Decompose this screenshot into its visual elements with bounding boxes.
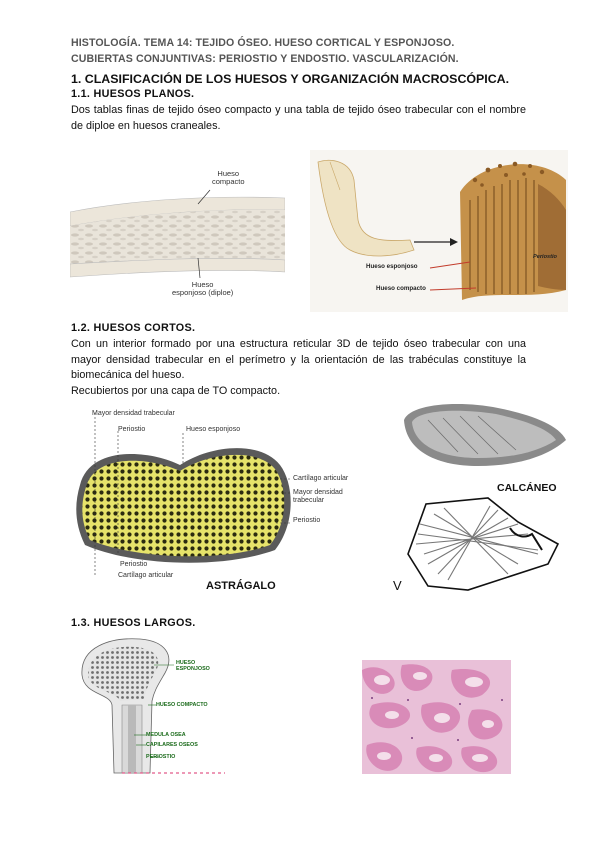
label-mandible-periostio: Periostio xyxy=(533,254,557,260)
label-cartilago-bottom: Cartílago articular xyxy=(118,572,174,579)
mandible-illustration xyxy=(310,150,568,312)
cortos-text-2: Recubiertos por una capa de TO compacto. xyxy=(71,385,281,397)
label-largo-periostio: PERIOSTIO xyxy=(146,754,176,760)
planos-text: Dos tablas finas de tejido óseo compacto y una tabla de tejido óseo trabecular con el nombre de diploe en huesos craneales. xyxy=(71,104,526,132)
label-periostio-right: Periostio xyxy=(293,517,321,524)
header-line-2: CUBIERTAS CONJUNTIVAS: PERIOSTIO Y ENDOSTIO. VASCULARIZACIÓN. xyxy=(71,52,459,65)
label-largo-hueso-compacto: HUESO COMPACTO xyxy=(156,702,208,708)
label-mayor-densidad-right: Mayor densidad trabecular xyxy=(293,489,343,504)
label-calcaneo: CALCÁNEO xyxy=(497,482,557,494)
label-cartilago-right: Cartílago articular xyxy=(293,475,349,482)
label-periostio-top: Periostio xyxy=(118,426,146,433)
section-1-title: 1. CLASIFICACIÓN DE LOS HUESOS Y ORGANIZACIÓN MACROSCÓPICA. xyxy=(71,72,510,86)
cortos-title: 1.2. HUESOS CORTOS. xyxy=(71,322,196,334)
calcaneus-trabecular-diagram xyxy=(398,494,568,594)
label-mandible-hueso-esponjoso: Hueso esponjoso xyxy=(366,263,418,270)
label-mayor-densidad-top: Mayor densidad trabecular xyxy=(92,410,175,417)
header-line-1: HISTOLOGÍA. TEMA 14: TEJIDO ÓSEO. HUESO CORTICAL Y ESPONJOSO. xyxy=(71,37,455,49)
label-largo-medula: MEDULA OSEA xyxy=(146,732,186,738)
label-hueso-esponjoso-top: Hueso esponjoso xyxy=(186,426,241,433)
label-largo-hueso-esponjoso: HUESO ESPONJOSO xyxy=(176,660,210,672)
label-mandible-hueso-compacto: Hueso compacto xyxy=(376,285,426,292)
label-v: V xyxy=(393,578,402,593)
label-astragalo: ASTRÁGALO xyxy=(206,580,276,592)
histology-micrograph xyxy=(362,660,511,774)
document-header xyxy=(71,36,541,67)
planos-title: 1.1. HUESOS PLANOS. xyxy=(71,88,195,100)
label-periostio-bottom: Periostio xyxy=(120,561,148,568)
label-hueso-compacto: Hueso compacto xyxy=(212,169,245,186)
largos-title: 1.3. HUESOS LARGOS. xyxy=(71,617,196,629)
calcaneus-photo xyxy=(398,400,568,470)
cortos-text-1: Con un interior formado por una estructura reticular 3D de tejido óseo trabecular con una mayor densidad trabecular en el perímetro y la orientación de las trabéculas constituye la biomecánica del hueso. xyxy=(71,338,526,382)
label-hueso-esponjoso-diploe: Hueso esponjoso (diploe) xyxy=(172,280,234,297)
label-largo-capilares: CAPILARES OSEOS xyxy=(146,742,198,748)
